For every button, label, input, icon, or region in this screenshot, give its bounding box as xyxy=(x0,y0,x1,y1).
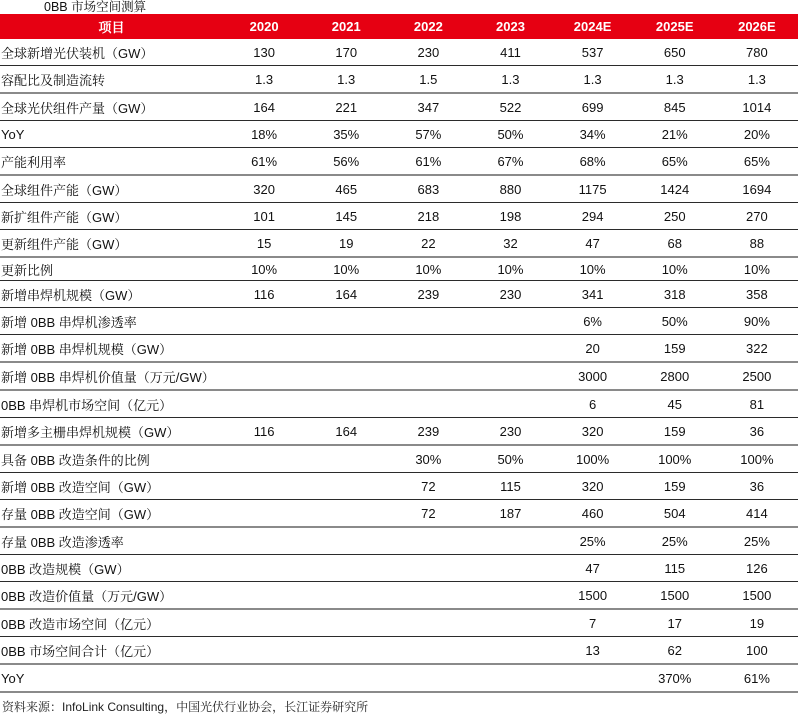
cell-value: 6% xyxy=(552,308,634,335)
cell-value: 45 xyxy=(634,390,716,418)
cell-value: 10% xyxy=(305,257,387,281)
table-row xyxy=(0,582,798,610)
cell-value xyxy=(223,390,305,418)
cell-value xyxy=(469,335,551,363)
row-label: 存量 0BB 改造空间（GW） xyxy=(0,500,223,528)
row-label: 全球新增光伏装机（GW） xyxy=(0,39,223,66)
cell-value: 1694 xyxy=(716,175,798,203)
row-label: 新增 0BB 串焊机规模（GW） xyxy=(0,335,223,363)
cell-value: 100% xyxy=(716,445,798,473)
header-year: 2025E xyxy=(655,19,694,34)
cell-value: 50% xyxy=(469,121,551,148)
cell-value xyxy=(223,527,305,555)
cell-value xyxy=(223,308,305,335)
cell-value: 67% xyxy=(469,148,551,176)
table-row xyxy=(0,335,798,363)
cell-value: 22 xyxy=(387,230,469,258)
cell-value: 880 xyxy=(469,175,551,203)
cell-value: 230 xyxy=(469,418,551,446)
cell-value: 68% xyxy=(552,148,634,176)
cell-value: 221 xyxy=(305,93,387,121)
cell-value xyxy=(469,664,551,692)
cell-value: 780 xyxy=(716,39,798,66)
cell-value: 61% xyxy=(387,148,469,176)
row-label: 0BB 改造规模（GW） xyxy=(0,555,223,582)
cell-value: 116 xyxy=(223,281,305,308)
cell-value: 1.3 xyxy=(223,66,305,94)
cell-value: 35% xyxy=(305,121,387,148)
cell-value: 72 xyxy=(387,473,469,500)
cell-value xyxy=(387,609,469,637)
row-label: YoY xyxy=(0,121,223,148)
cell-value: 218 xyxy=(387,203,469,230)
cell-value xyxy=(469,308,551,335)
cell-value: 19 xyxy=(305,230,387,258)
cell-value: 320 xyxy=(223,175,305,203)
table-row xyxy=(0,121,798,148)
cell-value xyxy=(387,362,469,390)
cell-value: 126 xyxy=(716,555,798,582)
market-size-table xyxy=(0,14,798,693)
cell-value: 101 xyxy=(223,203,305,230)
cell-value: 1.3 xyxy=(305,66,387,94)
cell-value: 36 xyxy=(716,473,798,500)
cell-value: 72 xyxy=(387,500,469,528)
table-row xyxy=(0,175,798,203)
row-label: 0BB 串焊机市场空间（亿元） xyxy=(0,390,223,418)
cell-value: 164 xyxy=(223,93,305,121)
cell-value xyxy=(305,555,387,582)
cell-value xyxy=(469,362,551,390)
header-year: 2026E xyxy=(738,19,776,34)
cell-value: 370% xyxy=(634,664,716,692)
cell-value: 100 xyxy=(716,637,798,665)
cell-value: 61% xyxy=(716,664,798,692)
cell-value xyxy=(305,390,387,418)
cell-value: 159 xyxy=(634,473,716,500)
cell-value xyxy=(305,527,387,555)
cell-value: 34% xyxy=(552,121,634,148)
cell-value: 10% xyxy=(223,257,305,281)
cell-value xyxy=(469,609,551,637)
cell-value: 2500 xyxy=(716,362,798,390)
table-row xyxy=(0,281,798,308)
cell-value: 239 xyxy=(387,418,469,446)
cell-value: 3000 xyxy=(552,362,634,390)
cell-value: 7 xyxy=(552,609,634,637)
cell-value: 15 xyxy=(223,230,305,258)
cell-value xyxy=(387,308,469,335)
cell-value xyxy=(223,664,305,692)
table-row xyxy=(0,418,798,446)
cell-value: 50% xyxy=(634,308,716,335)
cell-value: 1175 xyxy=(552,175,634,203)
cell-value: 100% xyxy=(634,445,716,473)
cell-value: 50% xyxy=(469,445,551,473)
cell-value: 650 xyxy=(634,39,716,66)
cell-value: 20% xyxy=(716,121,798,148)
table-row xyxy=(0,257,798,281)
cell-value: 30% xyxy=(387,445,469,473)
cell-value: 81 xyxy=(716,390,798,418)
cell-value xyxy=(305,308,387,335)
cell-value: 1500 xyxy=(716,582,798,610)
cell-value xyxy=(305,445,387,473)
cell-value: 341 xyxy=(552,281,634,308)
cell-value: 10% xyxy=(634,257,716,281)
row-label: 0BB 改造市场空间（亿元） xyxy=(0,609,223,637)
cell-value xyxy=(223,473,305,500)
cell-value: 65% xyxy=(716,148,798,176)
table-row xyxy=(0,362,798,390)
cell-value: 1.3 xyxy=(552,66,634,94)
cell-value xyxy=(223,445,305,473)
cell-value xyxy=(305,335,387,363)
cell-value: 19 xyxy=(716,609,798,637)
cell-value: 115 xyxy=(469,473,551,500)
row-label: 全球组件产能（GW） xyxy=(0,175,223,203)
cell-value: 347 xyxy=(387,93,469,121)
cell-value xyxy=(552,664,634,692)
cell-value: 25% xyxy=(634,527,716,555)
cell-value xyxy=(387,335,469,363)
row-label: YoY xyxy=(0,664,223,692)
header-year: 2022 xyxy=(413,19,443,34)
table-row xyxy=(0,500,798,528)
cell-value: 1500 xyxy=(634,582,716,610)
cell-value xyxy=(305,609,387,637)
cell-value xyxy=(469,390,551,418)
cell-value: 32 xyxy=(469,230,551,258)
cell-value: 322 xyxy=(716,335,798,363)
table-row xyxy=(0,66,798,94)
cell-value: 13 xyxy=(552,637,634,665)
table-row xyxy=(0,555,798,582)
cell-value: 239 xyxy=(387,281,469,308)
cell-value xyxy=(223,637,305,665)
cell-value xyxy=(305,637,387,665)
source-note: 资料来源：InfoLink Consulting，中国光伏行业协会，长江证券研究所 xyxy=(2,700,369,714)
cell-value: 10% xyxy=(716,257,798,281)
cell-value: 320 xyxy=(552,418,634,446)
cell-value: 62 xyxy=(634,637,716,665)
cell-value xyxy=(387,582,469,610)
cell-value: 198 xyxy=(469,203,551,230)
cell-value: 164 xyxy=(305,281,387,308)
cell-value: 130 xyxy=(223,39,305,66)
table-row xyxy=(0,203,798,230)
cell-value: 61% xyxy=(223,148,305,176)
cell-value xyxy=(469,555,551,582)
cell-value: 159 xyxy=(634,418,716,446)
row-label: 新增 0BB 串焊机渗透率 xyxy=(0,308,223,335)
cell-value: 1.3 xyxy=(716,66,798,94)
cell-value: 1500 xyxy=(552,582,634,610)
cell-value: 65% xyxy=(634,148,716,176)
cell-value: 25% xyxy=(552,527,634,555)
header-year: 2023 xyxy=(496,19,525,34)
cell-value: 145 xyxy=(305,203,387,230)
cell-value: 522 xyxy=(469,93,551,121)
row-label: 更新组件产能（GW） xyxy=(0,230,223,258)
cell-value: 10% xyxy=(469,257,551,281)
cell-value xyxy=(223,335,305,363)
table-row xyxy=(0,664,798,692)
table-row xyxy=(0,148,798,176)
table-header-row xyxy=(0,14,798,39)
cell-value: 230 xyxy=(387,39,469,66)
cell-value xyxy=(305,473,387,500)
cell-value xyxy=(223,582,305,610)
table-body xyxy=(0,39,798,692)
cell-value: 116 xyxy=(223,418,305,446)
row-label: 0BB 市场空间合计（亿元） xyxy=(0,637,223,665)
cell-value: 1014 xyxy=(716,93,798,121)
cell-value xyxy=(469,637,551,665)
row-label: 全球光伏组件产量（GW） xyxy=(0,93,223,121)
row-label: 容配比及制造流转 xyxy=(0,66,223,94)
cell-value: 159 xyxy=(634,335,716,363)
header-year: 2024E xyxy=(573,19,612,34)
table-title: 0BB 市场空间测算 xyxy=(44,0,147,14)
cell-value xyxy=(387,664,469,692)
cell-value: 1424 xyxy=(634,175,716,203)
cell-value: 6 xyxy=(552,390,634,418)
cell-value: 414 xyxy=(716,500,798,528)
cell-value xyxy=(469,527,551,555)
table-row xyxy=(0,445,798,473)
row-label: 新增 0BB 改造空间（GW） xyxy=(0,473,223,500)
cell-value xyxy=(223,500,305,528)
header-year: 2020 xyxy=(249,19,279,34)
cell-value: 57% xyxy=(387,121,469,148)
cell-value xyxy=(305,362,387,390)
cell-value: 47 xyxy=(552,555,634,582)
table-row xyxy=(0,609,798,637)
cell-value: 36 xyxy=(716,418,798,446)
cell-value: 20 xyxy=(552,335,634,363)
header-item: 项目 xyxy=(98,20,125,35)
cell-value xyxy=(305,582,387,610)
table-row xyxy=(0,93,798,121)
table-row xyxy=(0,473,798,500)
cell-value: 88 xyxy=(716,230,798,258)
cell-value: 68 xyxy=(634,230,716,258)
cell-value: 537 xyxy=(552,39,634,66)
cell-value: 187 xyxy=(469,500,551,528)
cell-value: 318 xyxy=(634,281,716,308)
cell-value: 115 xyxy=(634,555,716,582)
cell-value: 250 xyxy=(634,203,716,230)
cell-value: 320 xyxy=(552,473,634,500)
header-year: 2021 xyxy=(331,19,361,34)
table-row xyxy=(0,39,798,66)
row-label: 更新比例 xyxy=(0,257,223,281)
cell-value xyxy=(387,390,469,418)
cell-value: 504 xyxy=(634,500,716,528)
row-label: 新扩组件产能（GW） xyxy=(0,203,223,230)
cell-value: 170 xyxy=(305,39,387,66)
cell-value xyxy=(387,555,469,582)
table-row xyxy=(0,637,798,665)
table-row xyxy=(0,527,798,555)
cell-value: 683 xyxy=(387,175,469,203)
cell-value: 465 xyxy=(305,175,387,203)
cell-value: 10% xyxy=(552,257,634,281)
cell-value: 17 xyxy=(634,609,716,637)
cell-value xyxy=(223,555,305,582)
cell-value xyxy=(387,527,469,555)
row-label: 新增 0BB 串焊机价值量（万元/GW） xyxy=(0,362,223,390)
row-label: 产能利用率 xyxy=(0,148,223,176)
cell-value: 699 xyxy=(552,93,634,121)
cell-value: 90% xyxy=(716,308,798,335)
table-row xyxy=(0,230,798,258)
cell-value: 10% xyxy=(387,257,469,281)
row-label: 存量 0BB 改造渗透率 xyxy=(0,527,223,555)
cell-value: 460 xyxy=(552,500,634,528)
cell-value: 100% xyxy=(552,445,634,473)
cell-value: 358 xyxy=(716,281,798,308)
table-row xyxy=(0,390,798,418)
cell-value: 18% xyxy=(223,121,305,148)
cell-value: 21% xyxy=(634,121,716,148)
cell-value: 164 xyxy=(305,418,387,446)
cell-value xyxy=(305,664,387,692)
row-label: 具备 0BB 改造条件的比例 xyxy=(0,445,223,473)
cell-value xyxy=(305,500,387,528)
cell-value: 1.5 xyxy=(387,66,469,94)
cell-value: 845 xyxy=(634,93,716,121)
row-label: 新增多主栅串焊机规模（GW） xyxy=(0,418,223,446)
table-row xyxy=(0,308,798,335)
cell-value: 25% xyxy=(716,527,798,555)
cell-value xyxy=(469,582,551,610)
cell-value: 411 xyxy=(469,39,551,66)
cell-value: 56% xyxy=(305,148,387,176)
cell-value: 1.3 xyxy=(634,66,716,94)
cell-value: 2800 xyxy=(634,362,716,390)
cell-value xyxy=(387,637,469,665)
cell-value xyxy=(223,362,305,390)
cell-value: 47 xyxy=(552,230,634,258)
cell-value: 270 xyxy=(716,203,798,230)
cell-value: 294 xyxy=(552,203,634,230)
cell-value xyxy=(223,609,305,637)
cell-value: 1.3 xyxy=(469,66,551,94)
row-label: 新增串焊机规模（GW） xyxy=(0,281,223,308)
cell-value: 230 xyxy=(469,281,551,308)
row-label: 0BB 改造价值量（万元/GW） xyxy=(0,582,223,610)
